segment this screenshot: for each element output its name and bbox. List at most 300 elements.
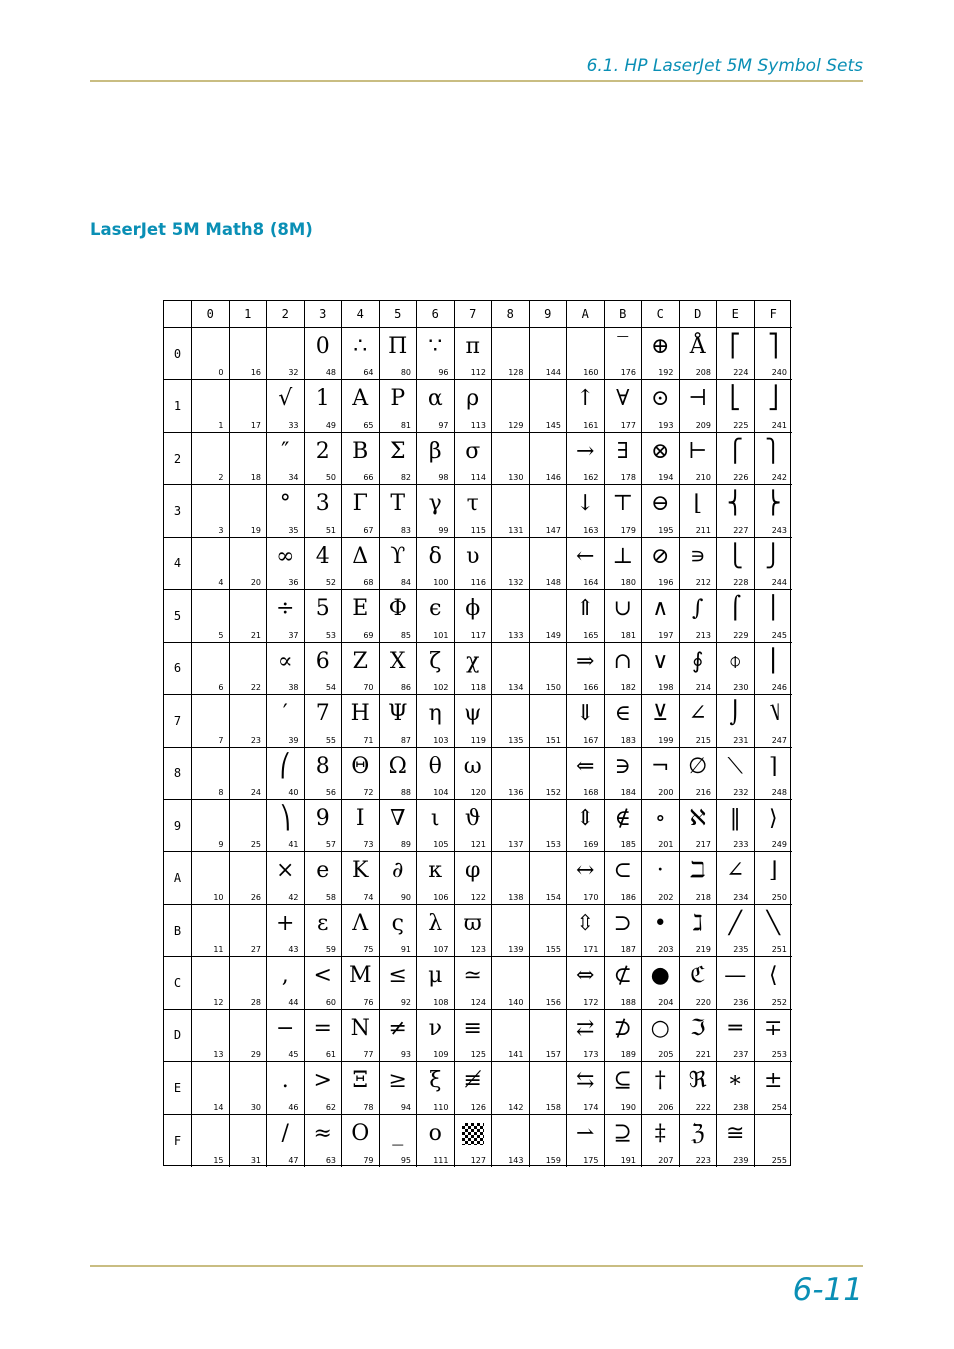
decimal-code: 21 [250, 630, 261, 640]
symbol-cell [755, 380, 793, 432]
symbol-cell [717, 905, 755, 957]
decimal-code: 186 [620, 892, 636, 902]
decimal-code: 104 [433, 787, 449, 797]
symbol-glyph: Å [689, 334, 706, 359]
decimal-code: 246 [771, 683, 787, 693]
symbol-cell [717, 852, 755, 904]
symbol-cell [642, 485, 680, 537]
row-header: 7 [164, 695, 192, 747]
symbol-glyph: Δ [352, 543, 369, 569]
symbol-cell [717, 1010, 755, 1062]
decimal-code: 15 [213, 1156, 224, 1165]
decimal-code: 141 [508, 1050, 524, 1060]
decimal-code: 5 [218, 630, 224, 640]
symbol-glyph: ⇀ [576, 1120, 595, 1146]
symbol-glyph: ⟩ [768, 805, 778, 831]
decimal-code: 142 [508, 1102, 524, 1112]
symbol-glyph: ⊤ [612, 491, 634, 517]
decimal-code: 24 [250, 787, 261, 797]
symbol-cell [755, 485, 793, 537]
symbol-cell [305, 485, 343, 537]
symbol-cell [230, 485, 268, 537]
symbol-cell [305, 957, 343, 1009]
decimal-code: 35 [288, 525, 299, 535]
symbol-cell [380, 538, 418, 590]
symbol-glyph: ⌊ [693, 491, 703, 517]
symbol-glyph: Σ [389, 438, 406, 464]
symbol-glyph: ⎛ [279, 753, 291, 779]
symbol-cell [380, 1010, 418, 1062]
decimal-code: 227 [733, 525, 749, 535]
decimal-code: 4 [218, 578, 224, 588]
decimal-code: 145 [545, 420, 561, 430]
symbol-cell [680, 538, 718, 590]
symbol-glyph: ℵ [689, 805, 706, 831]
symbol-glyph: ∓ [764, 1015, 783, 1041]
symbol-cell [192, 957, 230, 1009]
symbol-glyph: ν [428, 1015, 442, 1041]
column-header: 7 [455, 301, 493, 328]
symbol-glyph: ⇄ [576, 1015, 595, 1041]
symbol-cell [192, 1010, 230, 1062]
symbol-cell [530, 380, 568, 432]
symbol-glyph: • [653, 910, 667, 936]
row-header: E [164, 1062, 192, 1114]
symbol-cell [605, 380, 643, 432]
symbol-cell [642, 380, 680, 432]
symbol-cell [530, 538, 568, 590]
symbol-cell [305, 643, 343, 695]
symbol-glyph: √ [278, 386, 293, 412]
column-header: A [567, 301, 605, 328]
decimal-code: 9 [218, 840, 224, 850]
symbol-cell [417, 590, 455, 642]
symbol-glyph: φ [465, 858, 481, 884]
symbol-cell [380, 328, 418, 380]
symbol-glyph: , [281, 963, 289, 989]
decimal-code: 126 [470, 1102, 486, 1112]
decimal-code: 219 [695, 945, 711, 955]
decimal-code: 134 [508, 683, 524, 693]
symbol-glyph: ∋ [614, 753, 631, 779]
symbol-cell [380, 1115, 418, 1167]
symbol-cell [605, 695, 643, 747]
symbol-glyph: ⊆ [613, 1068, 632, 1094]
symbol-cell [680, 328, 718, 380]
symbol-glyph: Α [352, 386, 369, 412]
decimal-code: 48 [325, 368, 336, 378]
decimal-code: 139 [508, 945, 524, 955]
decimal-code: 166 [583, 683, 599, 693]
symbol-cell [455, 380, 493, 432]
symbol-glyph: ϑ [464, 805, 481, 831]
symbol-cell [567, 538, 605, 590]
symbol-glyph: ⎷ [766, 701, 781, 727]
symbol-cell [380, 905, 418, 957]
symbol-glyph: ⊻ [652, 701, 669, 727]
symbol-cell [192, 800, 230, 852]
symbol-glyph: ⇑ [576, 596, 595, 622]
symbol-cell [267, 852, 305, 904]
symbol-glyph: Ζ [352, 648, 368, 674]
symbol-cell [755, 905, 793, 957]
decimal-code: 220 [695, 997, 711, 1007]
decimal-code: 54 [325, 683, 336, 693]
symbol-cell [492, 1115, 530, 1167]
symbol-glyph: 0 [315, 334, 330, 359]
decimal-code: 75 [363, 945, 374, 955]
decimal-code: 137 [508, 840, 524, 850]
symbol-glyph: ⊃ [613, 910, 632, 936]
symbol-cell [342, 957, 380, 1009]
symbol-cell [492, 433, 530, 485]
decimal-code: 60 [325, 997, 336, 1007]
symbol-glyph: ξ [429, 1068, 442, 1094]
symbol-cell [342, 433, 380, 485]
symbol-cell [680, 852, 718, 904]
column-header: D [680, 301, 718, 328]
decimal-code: 94 [400, 1102, 411, 1112]
symbol-cell [717, 800, 755, 852]
symbol-glyph: . [281, 1068, 289, 1094]
symbol-cell [455, 538, 493, 590]
symbol-glyph: ⎧ [727, 438, 744, 464]
decimal-code: 231 [733, 735, 749, 745]
decimal-code: 52 [325, 578, 336, 588]
decimal-code: 121 [470, 840, 486, 850]
symbol-cell [755, 748, 793, 800]
symbol-cell [455, 433, 493, 485]
decimal-code: 61 [325, 1050, 336, 1060]
symbol-cell [605, 748, 643, 800]
decimal-code: 79 [363, 1156, 374, 1165]
decimal-code: 34 [288, 473, 299, 483]
symbol-glyph: ⌋ [768, 858, 778, 884]
row-header: B [164, 905, 192, 957]
symbol-glyph: ϒ [390, 543, 406, 569]
row-header: 8 [164, 748, 192, 800]
symbol-glyph: Ψ [388, 701, 408, 727]
symbol-cell [605, 538, 643, 590]
decimal-code: 18 [250, 473, 261, 483]
symbol-cell [605, 800, 643, 852]
decimal-code: 87 [400, 735, 411, 745]
decimal-code: 194 [658, 473, 674, 483]
symbol-glyph: ϖ [463, 910, 482, 936]
symbol-glyph: ⊖ [651, 491, 670, 517]
decimal-code: 167 [583, 735, 599, 745]
symbol-cell [230, 905, 268, 957]
decimal-code: 77 [363, 1050, 374, 1060]
decimal-code: 255 [771, 1156, 787, 1165]
decimal-code: 133 [508, 630, 524, 640]
decimal-code: 140 [508, 997, 524, 1007]
symbol-glyph: Θ [351, 753, 370, 779]
decimal-code: 2 [218, 473, 224, 483]
symbol-glyph: ↑ [576, 386, 595, 412]
row-header: D [164, 1010, 192, 1062]
decimal-code: 210 [695, 473, 711, 483]
decimal-code: 95 [400, 1156, 411, 1165]
symbol-glyph: ζ [429, 648, 442, 674]
symbol-glyph: ≡ [463, 1015, 482, 1041]
decimal-code: 160 [583, 368, 599, 378]
symbol-glyph: ‾ [617, 334, 629, 359]
decimal-code: 188 [620, 997, 636, 1007]
decimal-code: 125 [470, 1050, 486, 1060]
symbol-cell [567, 905, 605, 957]
decimal-code: 33 [288, 420, 299, 430]
symbol-cell [717, 643, 755, 695]
symbol-cell [717, 433, 755, 485]
column-header: C [642, 301, 680, 328]
decimal-code: 253 [771, 1050, 787, 1060]
decimal-code: 47 [288, 1156, 299, 1165]
symbol-glyph: Η [350, 701, 370, 727]
symbol-glyph: · [656, 858, 664, 884]
row-header: 9 [164, 800, 192, 852]
decimal-code: 32 [288, 368, 299, 378]
symbol-cell [492, 643, 530, 695]
symbol-cell [417, 695, 455, 747]
decimal-code: 172 [583, 997, 599, 1007]
symbol-glyph: Ξ [352, 1068, 368, 1094]
decimal-code: 184 [620, 787, 636, 797]
symbol-cell [717, 1062, 755, 1114]
decimal-code: 36 [288, 578, 299, 588]
decimal-code: 214 [695, 683, 711, 693]
symbol-glyph: Ν [350, 1015, 370, 1041]
symbol-cell [192, 538, 230, 590]
symbol-cell [605, 485, 643, 537]
symbol-glyph: ∘ [654, 805, 666, 831]
symbol-cell [417, 1115, 455, 1167]
decimal-code: 84 [400, 578, 411, 588]
symbol-cell [530, 852, 568, 904]
symbol-glyph: ℑ [690, 1015, 706, 1041]
symbol-cell [755, 852, 793, 904]
symbol-glyph: ° [279, 491, 291, 517]
symbol-glyph: ψ [464, 701, 482, 727]
symbol-glyph: ⟍ [727, 753, 743, 779]
decimal-code: 30 [250, 1102, 261, 1112]
symbol-glyph: ⌠ [729, 596, 741, 622]
decimal-code: 78 [363, 1102, 374, 1112]
decimal-code: 168 [583, 787, 599, 797]
symbol-glyph: χ [466, 648, 480, 674]
symbol-glyph: π [465, 334, 480, 359]
decimal-code: 195 [658, 525, 674, 535]
symbol-cell [342, 538, 380, 590]
decimal-code: 201 [658, 840, 674, 850]
symbol-cell [417, 328, 455, 380]
decimal-code: 171 [583, 945, 599, 955]
symbol-cell [417, 905, 455, 957]
symbol-cell [380, 852, 418, 904]
symbol-cell [717, 748, 755, 800]
symbol-glyph: ι [430, 805, 440, 831]
symbol-cell [417, 957, 455, 1009]
row-header: 6 [164, 643, 192, 695]
decimal-code: 147 [545, 525, 561, 535]
symbol-glyph: ℭ [690, 963, 706, 989]
symbol-cell [717, 380, 755, 432]
symbol-glyph: ⎭ [765, 543, 782, 569]
symbol-cell [642, 748, 680, 800]
decimal-code: 62 [325, 1102, 336, 1112]
symbol-glyph: 9 [315, 805, 330, 831]
symbol-cell [492, 328, 530, 380]
decimal-code: 58 [325, 892, 336, 902]
decimal-code: 23 [250, 735, 261, 745]
decimal-code: 176 [620, 368, 636, 378]
symbol-cell [192, 643, 230, 695]
symbol-glyph: 8 [315, 753, 330, 779]
decimal-code: 19 [250, 525, 261, 535]
symbol-glyph: ↔ [576, 858, 595, 884]
row-header: 0 [164, 328, 192, 380]
decimal-code: 135 [508, 735, 524, 745]
symbol-cell [380, 643, 418, 695]
symbol-cell [755, 1062, 793, 1114]
symbol-glyph: ∇ [390, 805, 406, 831]
symbol-cell [455, 1062, 493, 1114]
decimal-code: 27 [250, 945, 261, 955]
symbol-cell [642, 905, 680, 957]
decimal-code: 17 [250, 420, 261, 430]
symbol-cell [530, 748, 568, 800]
symbol-cell [567, 695, 605, 747]
symbol-glyph: ⎦ [767, 386, 779, 412]
symbol-cell [342, 380, 380, 432]
decimal-code: 46 [288, 1102, 299, 1112]
symbol-cell [680, 1062, 718, 1114]
symbol-cell [642, 695, 680, 747]
decimal-code: 67 [363, 525, 374, 535]
symbol-cell [605, 1010, 643, 1062]
column-header: 0 [192, 301, 230, 328]
symbol-glyph: ⊅ [613, 1015, 632, 1041]
symbol-cell [230, 380, 268, 432]
symbol-cell [342, 1115, 380, 1167]
symbol-cell [567, 1062, 605, 1114]
decimal-code: 44 [288, 997, 299, 1007]
decimal-code: 103 [433, 735, 449, 745]
decimal-code: 100 [433, 578, 449, 588]
decimal-code: 127 [470, 1156, 486, 1165]
decimal-code: 7 [218, 735, 224, 745]
symbol-glyph: o [428, 1120, 442, 1146]
decimal-code: 223 [695, 1156, 711, 1165]
symbol-cell [267, 748, 305, 800]
decimal-code: 28 [250, 997, 261, 1007]
symbol-glyph: Ρ [390, 386, 406, 412]
symbol-cell [417, 485, 455, 537]
symbol-cell [417, 800, 455, 852]
symbol-cell [642, 1115, 680, 1167]
decimal-code: 189 [620, 1050, 636, 1060]
decimal-code: 154 [545, 892, 561, 902]
symbol-glyph: ≃ [463, 963, 482, 989]
symbol-cell [230, 590, 268, 642]
decimal-code: 243 [771, 525, 787, 535]
decimal-code: 233 [733, 840, 749, 850]
decimal-code: 117 [470, 630, 486, 640]
symbol-cell [342, 328, 380, 380]
symbol-cell [380, 957, 418, 1009]
decimal-code: 173 [583, 1050, 599, 1060]
decimal-code: 10 [213, 892, 224, 902]
symbol-glyph: ∝ [277, 648, 293, 674]
decimal-code: 85 [400, 630, 411, 640]
decimal-code: 25 [250, 840, 261, 850]
symbol-cell [717, 590, 755, 642]
symbol-cell [492, 852, 530, 904]
symbol-cell [680, 485, 718, 537]
symbol-cell [267, 1010, 305, 1062]
symbol-cell [342, 1010, 380, 1062]
section-title: LaserJet 5M Math8 (8M) [90, 220, 313, 239]
symbol-cell [755, 538, 793, 590]
symbol-glyph: ℶ [690, 858, 706, 884]
decimal-code: 128 [508, 368, 524, 378]
decimal-code: 212 [695, 578, 711, 588]
decimal-code: 199 [658, 735, 674, 745]
decimal-code: 114 [470, 473, 486, 483]
symbol-glyph: ⎣ [729, 386, 741, 412]
symbol-cell [455, 1115, 493, 1167]
decimal-code: 153 [545, 840, 561, 850]
symbol-cell [305, 852, 343, 904]
symbol-glyph: ↓ [576, 491, 595, 517]
column-header: 4 [342, 301, 380, 328]
symbol-cell [755, 433, 793, 485]
symbol-cell [717, 957, 755, 1009]
decimal-code: 151 [545, 735, 561, 745]
decimal-code: 136 [508, 787, 524, 797]
symbol-cell [530, 590, 568, 642]
decimal-code: 130 [508, 473, 524, 483]
symbol-cell [567, 957, 605, 1009]
symbol-cell [567, 380, 605, 432]
decimal-code: 83 [400, 525, 411, 535]
decimal-code: 185 [620, 840, 636, 850]
column-header: 5 [380, 301, 418, 328]
column-header: 8 [492, 301, 530, 328]
symbol-cell [342, 485, 380, 537]
decimal-code: 247 [771, 735, 787, 745]
decimal-code: 216 [695, 787, 711, 797]
symbol-glyph: 7 [315, 701, 330, 727]
decimal-code: 80 [400, 368, 411, 378]
symbol-glyph: ℜ [688, 1068, 707, 1094]
symbol-cell [680, 1115, 718, 1167]
decimal-code: 225 [733, 420, 749, 430]
decimal-code: 41 [288, 840, 299, 850]
symbol-cell [492, 590, 530, 642]
symbol-glyph: ≠ [388, 1015, 407, 1041]
symbol-glyph: θ [428, 753, 442, 779]
page-number: 6-11 [792, 1272, 863, 1308]
decimal-code: 66 [363, 473, 374, 483]
symbol-cell [455, 643, 493, 695]
decimal-code: 119 [470, 735, 486, 745]
symbol-cell [305, 433, 343, 485]
decimal-code: 0 [218, 368, 224, 378]
symbol-glyph: ⇳ [576, 910, 595, 936]
symbol-cell [192, 852, 230, 904]
symbol-cell [455, 905, 493, 957]
